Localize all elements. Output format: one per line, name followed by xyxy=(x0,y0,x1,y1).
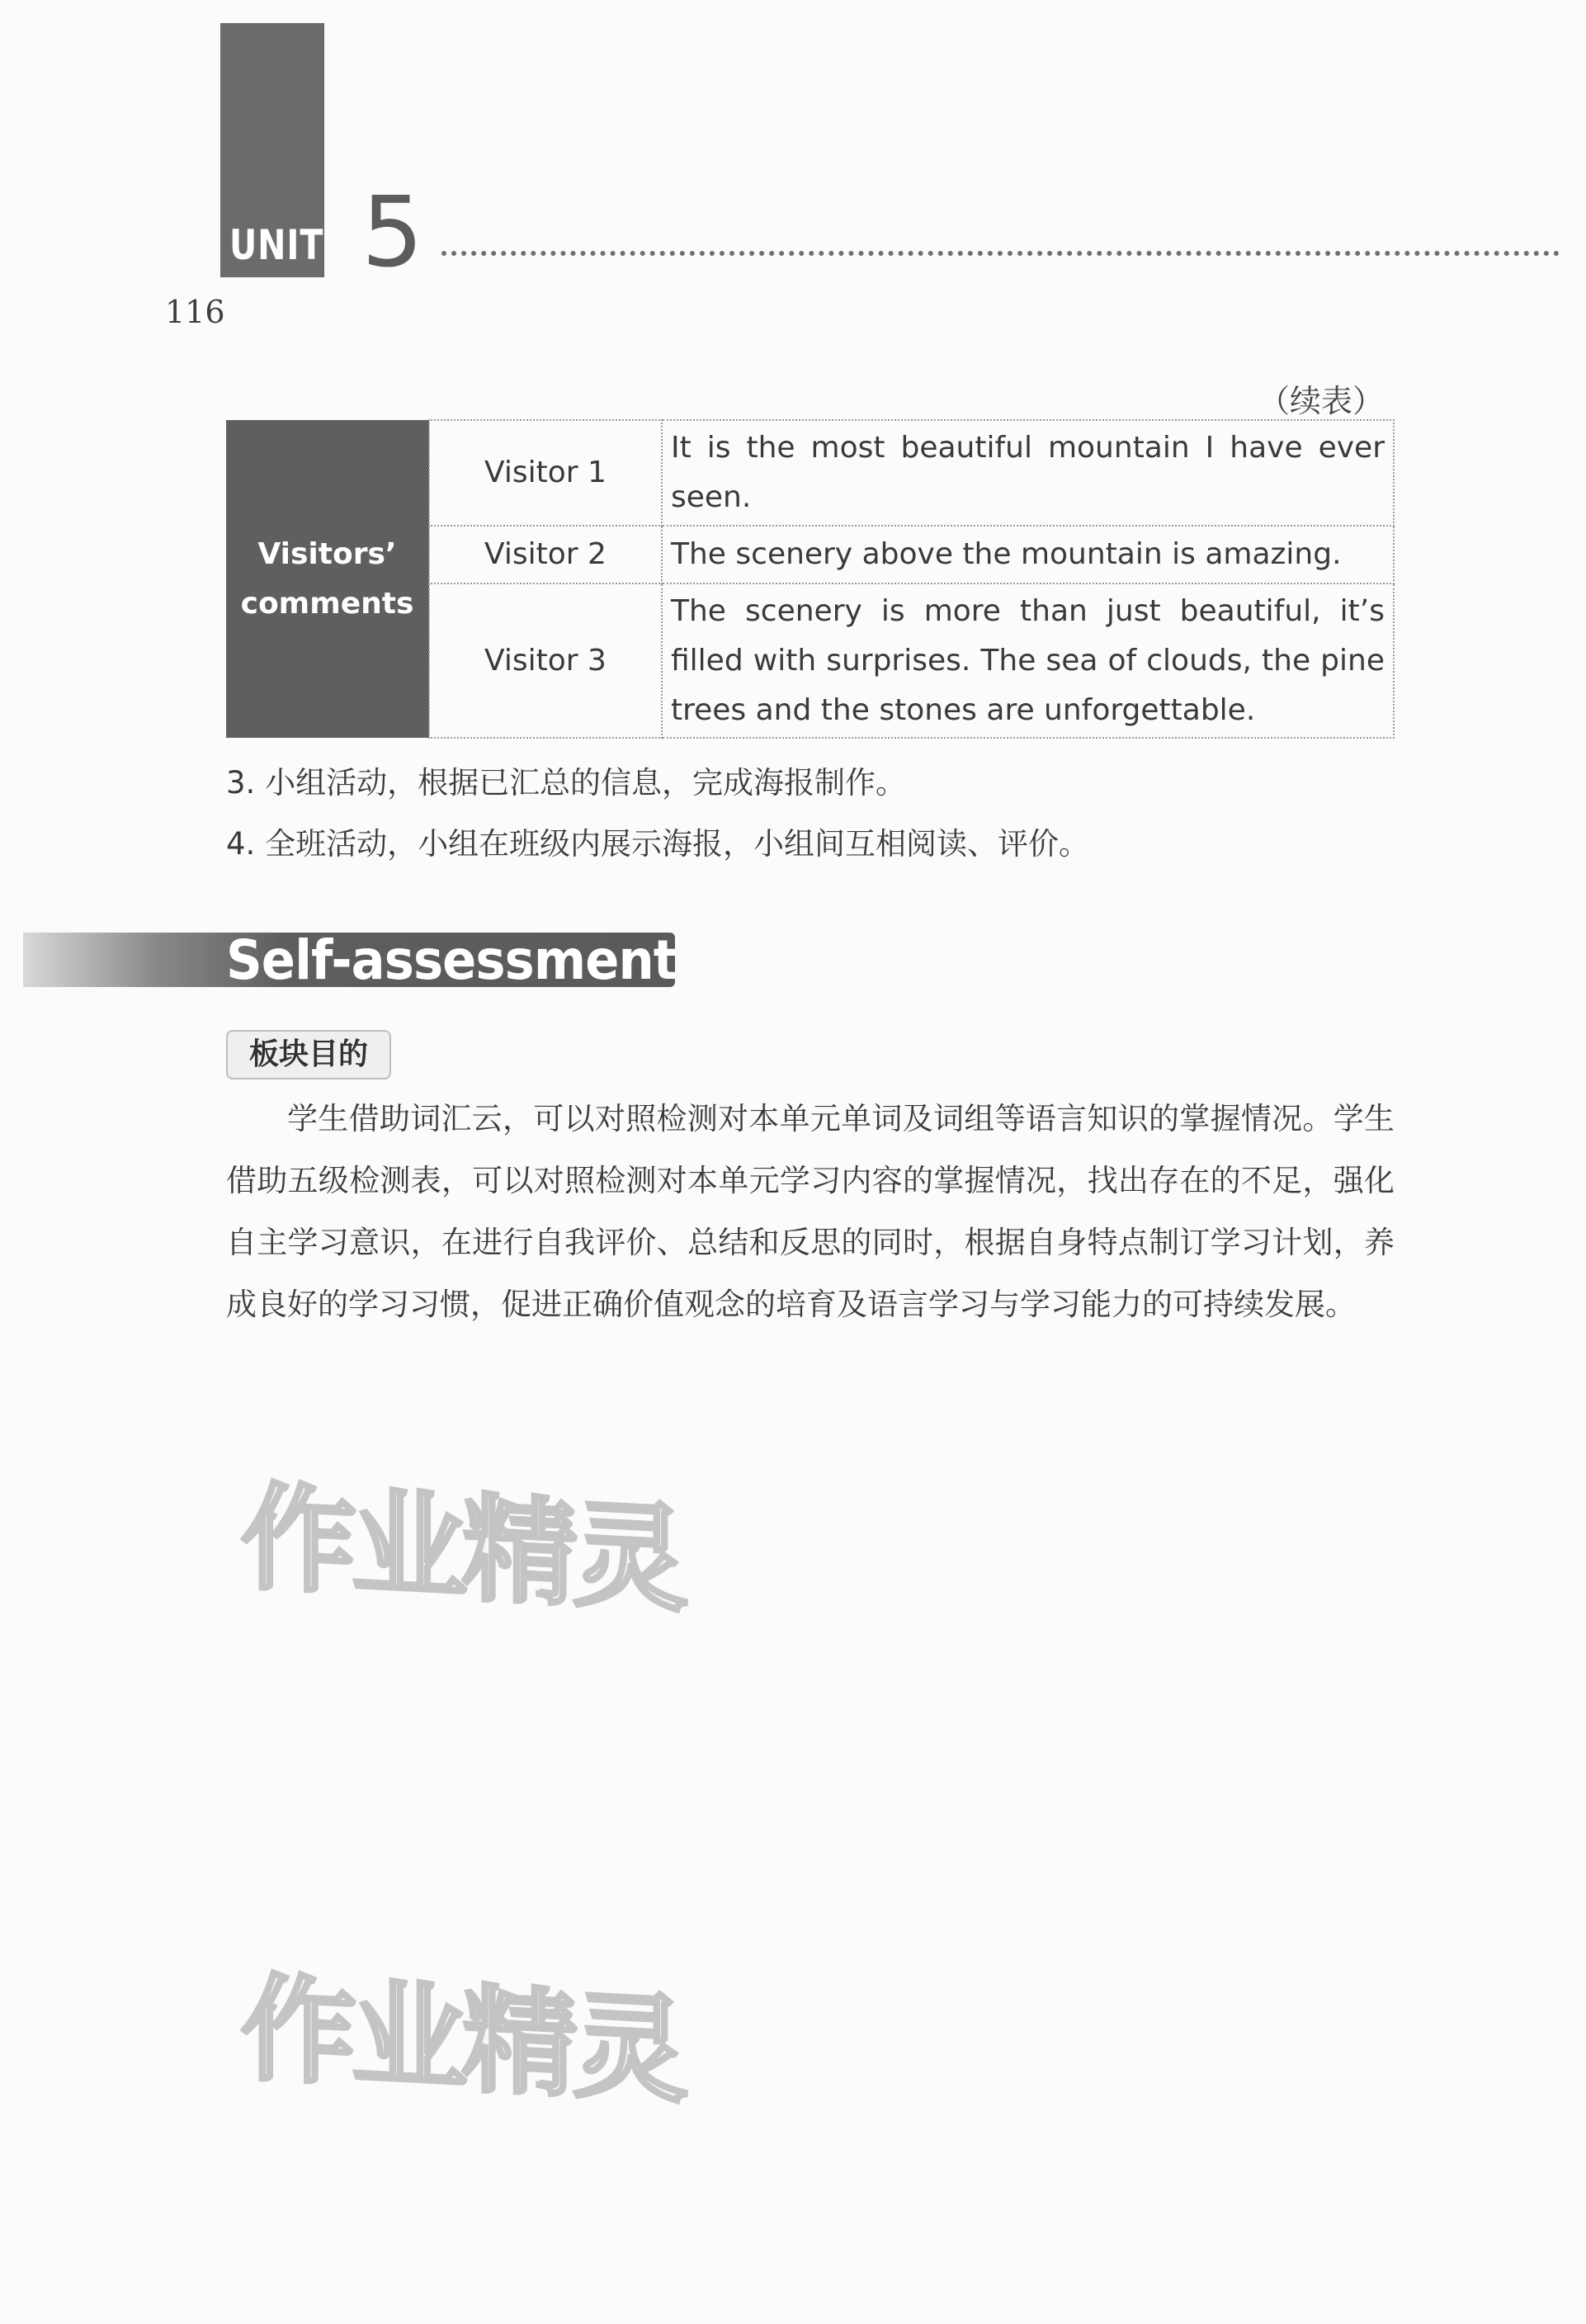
visitors-comments-table xyxy=(226,419,1395,739)
step-3: 3. 小组活动，根据已汇总的信息，完成海报制作。 xyxy=(226,765,907,801)
table-continued-label: （续表） xyxy=(1258,383,1385,419)
comment-cell: The scenery is more than just beautiful, it’s filled with surprises. The sea of clouds, the pine trees and the stones are unforgettable. xyxy=(662,583,1394,738)
section-title: Self-assessment xyxy=(226,928,677,992)
visitor-cell: Visitor 2 xyxy=(429,526,662,583)
comment-cell: The scenery above the mountain is amazing. xyxy=(662,526,1394,583)
page-number: 116 xyxy=(165,294,225,330)
header-dotted-rule xyxy=(441,251,1560,256)
purpose-paragraph: 学生借助词汇云，可以对照检测对本单元单词及词组等语言知识的掌握情况。学生借助五级检测表，可以对照检测对本单元学习内容的掌握情况，找出存在的不足，强化自主学习意识，在进行自我评价、总结和反思的同时，根据自身特点制订学习计划，养成良好的学习习惯，促进正确价值观念的培育及语言学习与学习能力的可持续发展。 xyxy=(226,1101,1395,1322)
purpose-label: 板块目的 xyxy=(248,1037,368,1071)
visitor-cell: Visitor 1 xyxy=(429,420,662,526)
purpose-tag xyxy=(226,1030,391,1079)
table-row xyxy=(226,420,1394,526)
row-header-line-2: comments xyxy=(240,586,414,621)
unit-number: 5 xyxy=(361,175,424,289)
row-header-cell xyxy=(226,420,429,738)
visitor-cell: Visitor 3 xyxy=(429,583,662,738)
watermark-logo: 作业精灵 xyxy=(241,1961,684,2120)
unit-label: UNIT xyxy=(229,221,324,269)
watermark-logo: 作业精灵 xyxy=(241,1470,684,1629)
row-header-line-1: Visitors’ xyxy=(257,536,397,571)
comment-cell: It is the most beautiful mountain I have ever seen. xyxy=(662,420,1394,526)
step-4: 4. 全班活动，小组在班级内展示海报，小组间互相阅读、评价。 xyxy=(226,826,1090,862)
